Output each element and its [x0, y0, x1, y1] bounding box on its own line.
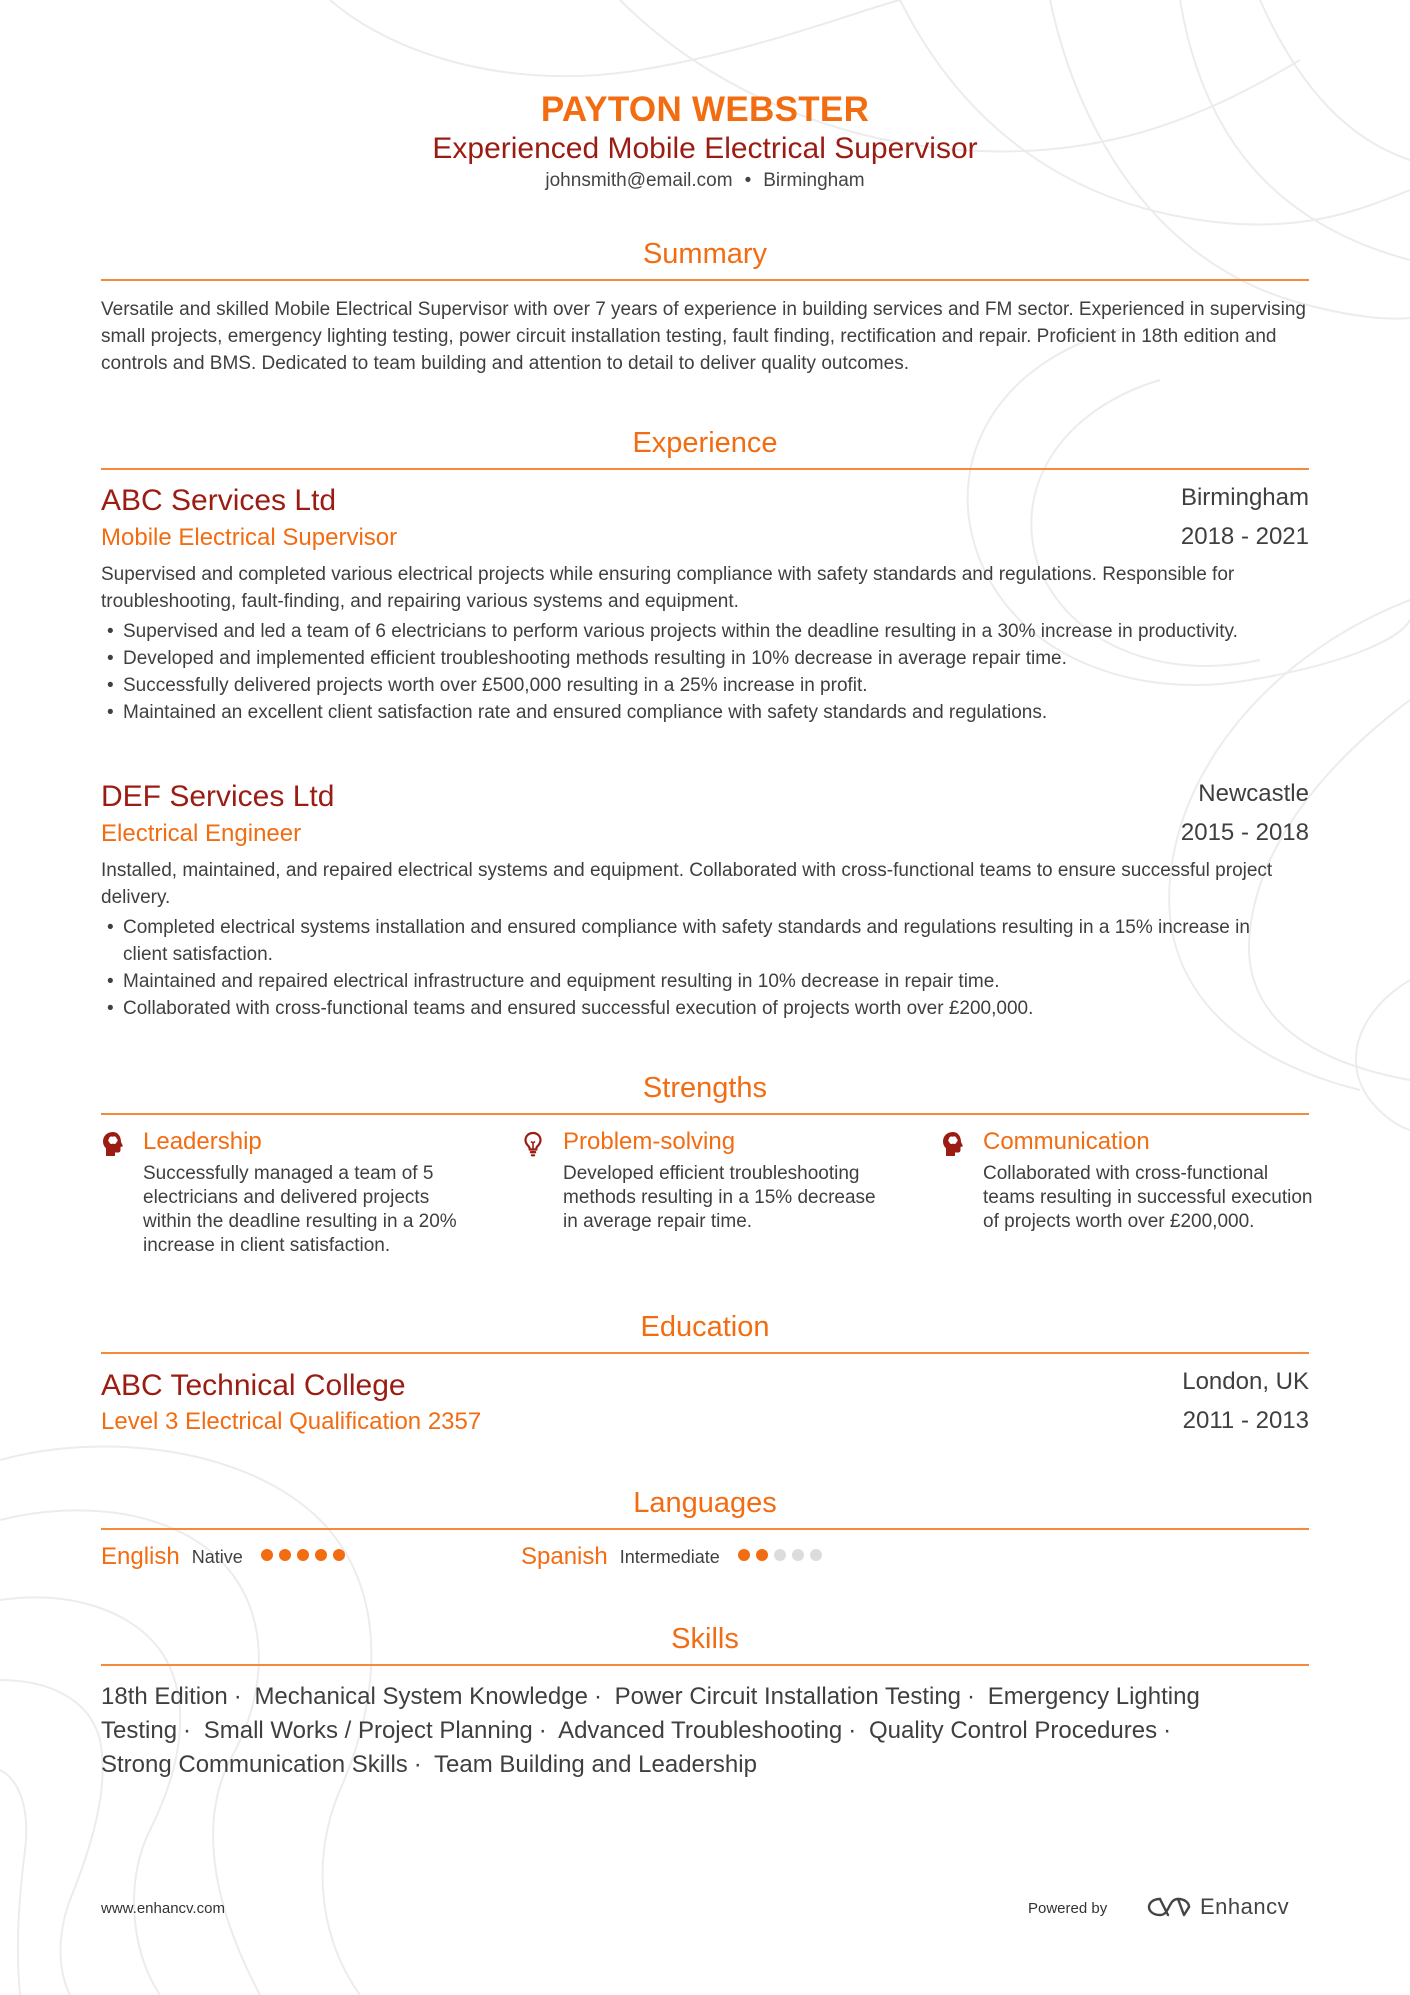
- summary-text: Versatile and skilled Mobile Electrical Supervisor with over 7 years of experience in building services and FM sector. Experienced in supervising small projects, emergency lighting testing, power circuit installation testing, fault finding, rectification and repair. Proficient in 18th edition and controls and BMS. Dedicated to team building and attention to detail to deliver quality outcomes.: [101, 299, 1306, 374]
- language-name: Spanish: [521, 1543, 608, 1570]
- footer-powered-by: Powered by: [1028, 1900, 1108, 1917]
- skill-separator: ·: [183, 1717, 192, 1744]
- section-divider: [101, 1352, 1309, 1354]
- job-company: DEF Services Ltd: [101, 780, 335, 813]
- education-school: ABC Technical College: [101, 1369, 406, 1402]
- job-bullet: • Collaborated with cross-functional teams and ensured successful execution of projects worth over £200,000.: [101, 995, 1291, 1022]
- language-item: [521, 1543, 828, 1573]
- job-role: Electrical Engineer: [101, 820, 302, 847]
- rating-dot-filled: [261, 1549, 273, 1561]
- section-title-education: Education: [640, 1311, 770, 1343]
- skill-item: Mechanical System Knowledge: [254, 1683, 588, 1710]
- skill-item: Advanced Troubleshooting: [558, 1717, 843, 1744]
- section-title-languages: Languages: [633, 1487, 777, 1519]
- job-bullet: • Completed electrical systems installation and ensured compliance with safety standards and regulations resulting in a 15% increase in client satisfaction.: [101, 914, 1291, 968]
- rating-dot-empty: [810, 1549, 822, 1561]
- job-bullets: [101, 914, 1291, 1022]
- lightbulb-icon: [521, 1131, 545, 1157]
- job-company: ABC Services Ltd: [101, 484, 337, 517]
- strength-description: Collaborated with cross-functional teams resulting in successful execution of projects worth over £200,000.: [983, 1163, 1313, 1232]
- skill-separator: ·: [848, 1717, 857, 1744]
- section-divider: [101, 279, 1309, 281]
- language-item: [101, 1543, 351, 1573]
- skill-item: Quality Control Procedures: [868, 1717, 1158, 1744]
- language-rating: [738, 1548, 828, 1566]
- contact-line: [0, 170, 1410, 192]
- rating-dot-filled: [297, 1549, 309, 1561]
- rating-dot-filled: [315, 1549, 327, 1561]
- job-bullets: [101, 618, 1291, 726]
- section-title-summary: Summary: [642, 238, 768, 270]
- head-brain-icon: [101, 1131, 125, 1157]
- skill-item: Small Works / Project Planning: [203, 1717, 533, 1744]
- job-bullet: • Successfully delivered projects worth over £500,000 resulting in a 25% increase in profit.: [101, 672, 1291, 699]
- skill-separator: ·: [233, 1683, 242, 1710]
- language-level: Native: [191, 1546, 243, 1567]
- job-dates: 2018 - 2021: [1180, 523, 1309, 550]
- enhancv-logo-text: Enhancv: [1200, 1894, 1290, 1919]
- strength-description: Developed efficient troubleshooting methods resulting in a 15% decrease in average repair time.: [563, 1163, 876, 1232]
- job-bullet: • Developed and implemented efficient troubleshooting methods resulting in 10% decrease in average repair time.: [101, 645, 1291, 672]
- skills-list: [101, 1680, 1211, 1782]
- skill-separator: ·: [593, 1683, 602, 1710]
- enhancv-logo-icon: [1146, 1895, 1192, 1919]
- section-title-experience: Experience: [632, 427, 778, 459]
- skill-item: Emergency Lighting Testing: [101, 1683, 1200, 1744]
- strength-title: Leadership: [143, 1128, 262, 1155]
- job-description: Installed, maintained, and repaired electrical systems and equipment. Collaborated with cross-functional teams to ensure successful project delivery.: [101, 860, 1273, 908]
- section-divider: [101, 1113, 1309, 1115]
- rating-dot-empty: [774, 1549, 786, 1561]
- rating-dot-empty: [792, 1549, 804, 1561]
- job-location: Birmingham: [1180, 484, 1309, 511]
- job-bullet: • Maintained an excellent client satisfaction rate and ensured compliance with safety standards and regulations.: [101, 699, 1291, 726]
- section-divider: [101, 1664, 1309, 1666]
- skill-separator: ·: [538, 1717, 547, 1744]
- rating-dot-filled: [738, 1549, 750, 1561]
- job-role: Mobile Electrical Supervisor: [101, 524, 398, 551]
- education-location: London, UK: [1182, 1368, 1309, 1395]
- strength-title: Communication: [983, 1128, 1150, 1155]
- language-name: English: [101, 1543, 180, 1570]
- head-brain-icon: [941, 1131, 965, 1157]
- footer-website-link[interactable]: www.enhancv.com: [101, 1900, 225, 1917]
- skill-item: Team Building and Leadership: [434, 1751, 757, 1778]
- job-bullet: • Supervised and led a team of 6 electricians to perform various projects within the deadline resulting in a 30% increase in productivity.: [101, 618, 1291, 645]
- job-location: Newcastle: [1198, 780, 1309, 807]
- contact-location: Birmingham: [763, 170, 865, 191]
- strength-title: Problem-solving: [563, 1128, 736, 1155]
- section-divider: [101, 1528, 1309, 1530]
- contact-separator: •: [744, 170, 752, 191]
- skill-item: Strong Communication Skills: [101, 1751, 408, 1778]
- skill-item: Power Circuit Installation Testing: [614, 1683, 962, 1710]
- language-level: Intermediate: [619, 1546, 720, 1567]
- section-title-strengths: Strengths: [642, 1072, 768, 1104]
- skill-separator: ·: [1163, 1717, 1172, 1744]
- candidate-name: PAYTON WEBSTER: [540, 90, 870, 129]
- language-rating: [261, 1548, 351, 1566]
- job-bullet: • Maintained and repaired electrical infrastructure and equipment resulting in 10% decrease in repair time.: [101, 968, 1291, 995]
- skill-separator: ·: [413, 1751, 422, 1778]
- candidate-headline: Experienced Mobile Electrical Supervisor: [432, 132, 978, 165]
- education-degree: Level 3 Electrical Qualification 2357: [101, 1408, 482, 1435]
- job-description: Supervised and completed various electrical projects while ensuring compliance with safety standards and regulations. Responsible for troubleshooting, fault-finding, and repairing various systems and equipment.: [101, 564, 1235, 612]
- skill-item: 18th Edition: [101, 1683, 228, 1710]
- education-dates: 2011 - 2013: [1182, 1407, 1309, 1434]
- rating-dot-filled: [333, 1549, 345, 1561]
- rating-dot-filled: [756, 1549, 768, 1561]
- skill-separator: ·: [967, 1683, 976, 1710]
- email-link[interactable]: johnsmith@email.com: [545, 170, 733, 191]
- section-title-skills: Skills: [671, 1623, 739, 1655]
- job-dates: 2015 - 2018: [1180, 819, 1309, 846]
- section-divider: [101, 468, 1309, 470]
- strength-description: Successfully managed a team of 5 electricians and delivered projects within the deadline resulting in a 20% increase in client satisfaction.: [143, 1163, 457, 1256]
- enhancv-logo[interactable]: [1146, 1890, 1289, 1924]
- rating-dot-filled: [279, 1549, 291, 1561]
